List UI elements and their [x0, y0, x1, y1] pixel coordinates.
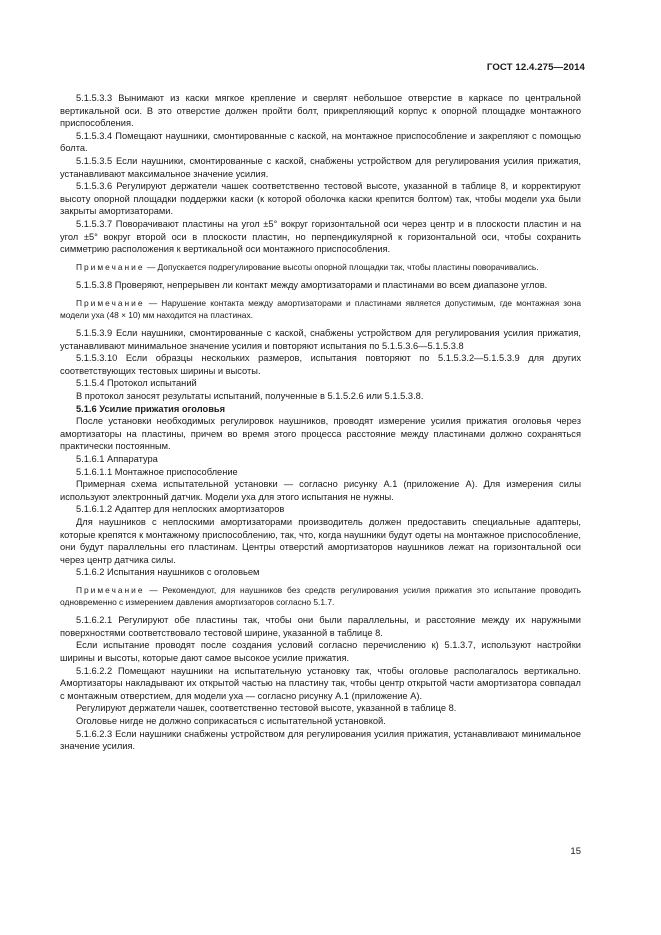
note-text: — Рекомендуют, для наушников без средств регулирования усилия прижатия это испытание проводить одновременно с измерением давления амортизаторов согласно 5.1.7.	[60, 584, 581, 607]
page-number: 15	[570, 846, 581, 857]
paragraph: 5.1.5.3.7 Поворачивают пластины на угол ±5° вокруг горизонтальной оси через центр и в плоскости пластин и на угол ±5° вокруг второй оси в плоскости пластин, но перпендикулярной к горизонтальной оси, чтобы сохранить симметрию расположения к вертикальной оси монтажного приспособления.	[60, 218, 581, 255]
section-heading: 5.1.6.1.2 Адаптер для неплоских амортизаторов	[76, 504, 285, 515]
paragraph: 5.1.5.3.8 Проверяют, непрерывен ли контакт между амортизаторами и пластинами во всем диапазоне углов.	[76, 280, 548, 291]
paragraph: Если испытание проводят после создания условий согласно перечислению к) 5.1.3.7, используют настройки ширины и высоты, которые дают самое высокое усилие прижатия.	[60, 640, 581, 663]
paragraph: 5.1.5.3.6 Регулируют держатели чашек соответственно тестовой высоте, указанной в таблице 8, и корректируют высоту опорной площадки поддержки каски (к которой оболочка каски крепится болтом) так, чтобы модели уха были закрыты амортизаторами.	[60, 181, 581, 217]
note-label: Примечание	[76, 297, 145, 308]
section-heading: 5.1.6 Усилие прижатия оголовья	[76, 403, 226, 414]
section-heading: 5.1.6.1 Аппаратура	[76, 454, 158, 465]
note-text: — Нарушение контакта между амортизаторами и пластинами является допустимым, где монтажная зона модели уха (48 × 10) мм находится на пластинах.	[60, 297, 581, 320]
section-heading: 5.1.6.2 Испытания наушников с оголовьем	[76, 567, 260, 578]
paragraph: 5.1.6.2.1 Регулируют обе пластины так, чтобы они были параллельны, и расстояние между их наружными поверхностями соответствовало тестовой ширине, указанной в таблице 8.	[60, 615, 581, 638]
note	[60, 262, 581, 274]
note	[60, 585, 581, 608]
note	[60, 298, 581, 321]
paragraph: 5.1.5.3.10 Если образцы нескольких размеров, испытания повторяют по 5.1.5.3.2—5.1.5.3.9 для других соответствующих тестовых ширины и высоты.	[60, 353, 581, 376]
paragraph: Оголовье нигде не должно соприкасаться с испытательной установкой.	[76, 715, 386, 726]
paragraph: 5.1.5.3.9 Если наушники, смонтированные с каской, снабжены устройством для регулирования усилия прижатия, устанавливают минимальное значение усилия и повторяют испытания по 5.1.5.3.6—5.1.5.3.8	[60, 328, 581, 351]
paragraph: Для наушников с неплоскими амортизаторами производитель должен предоставить специальные адаптеры, которые крепятся к монтажному приспособлению, так, что, когда наушники будут одеты на монтажное приспособление, они будут параллельны его пластинам. Центры отверстий амортизаторов наушников лежат на горизонтальной оси через центр датчика силы.	[60, 517, 581, 565]
paragraph: 5.1.5.3.3 Вынимают из каски мягкое крепление и сверлят небольшое отверстие в каркасе по центральной вертикальной оси. В это отверстие должен пройти болт, прикрепляющий корпус к опорной площадке монтажного приспособления.	[60, 93, 581, 129]
section-heading: 5.1.5.4 Протокол испытаний	[76, 378, 197, 389]
note-label: Примечание	[76, 584, 145, 595]
paragraph: Регулируют держатели чашек, соответственно тестовой высоте, указанной в таблице 8.	[76, 703, 457, 714]
paragraph: 5.1.5.3.5 Если наушники, смонтированные с каской, снабжены устройством для регулирования усилия прижатия, устанавливают максимальное значение усилия.	[60, 155, 581, 179]
document-body	[60, 92, 581, 753]
paragraph: 5.1.6.2.3 Если наушники снабжены устройством для регулирования усилия прижатия, устанавливают минимальное значение усилия.	[60, 728, 581, 752]
paragraph: 5.1.6.2.2 Помещают наушники на испытательную установку так, чтобы оголовье располагалось вертикально. Амортизаторы накладывают их открытой частью на пластину так, чтобы центр открытой части амортизатора совпадал с монтажным отверстием, для модели уха — согласно рисунку А.1 (приложение А).	[60, 665, 581, 701]
paragraph: Примерная схема испытательной установки — согласно рисунку А.1 (приложение А). Для измерения силы используют электронный датчик. Модели уха для этого испытания не нужны.	[60, 479, 581, 502]
section-heading: 5.1.6.1.1 Монтажное приспособление	[76, 466, 238, 477]
paragraph: В протокол заносят результаты испытаний, полученные в 5.1.5.2.6 или 5.1.5.3.8.	[76, 391, 424, 402]
paragraph: 5.1.5.3.4 Помещают наушники, смонтированные с каской, на монтажное приспособление и закрепляют с помощью болта.	[60, 130, 581, 154]
note-label: Примечание	[76, 261, 145, 272]
note-text: — Допускается подрегулирование высоты опорной площадки так, чтобы пластины поворачивались.	[146, 261, 539, 272]
standard-header: ГОСТ 12.4.275—2014	[486, 62, 585, 73]
paragraph: После установки необходимых регулировок наушников, проводят измерение усилия прижатия оголовья через амортизаторы на пластины, причем во время этого процесса расстояние между пластинами должно сохраняться практически постоянным.	[60, 416, 581, 452]
